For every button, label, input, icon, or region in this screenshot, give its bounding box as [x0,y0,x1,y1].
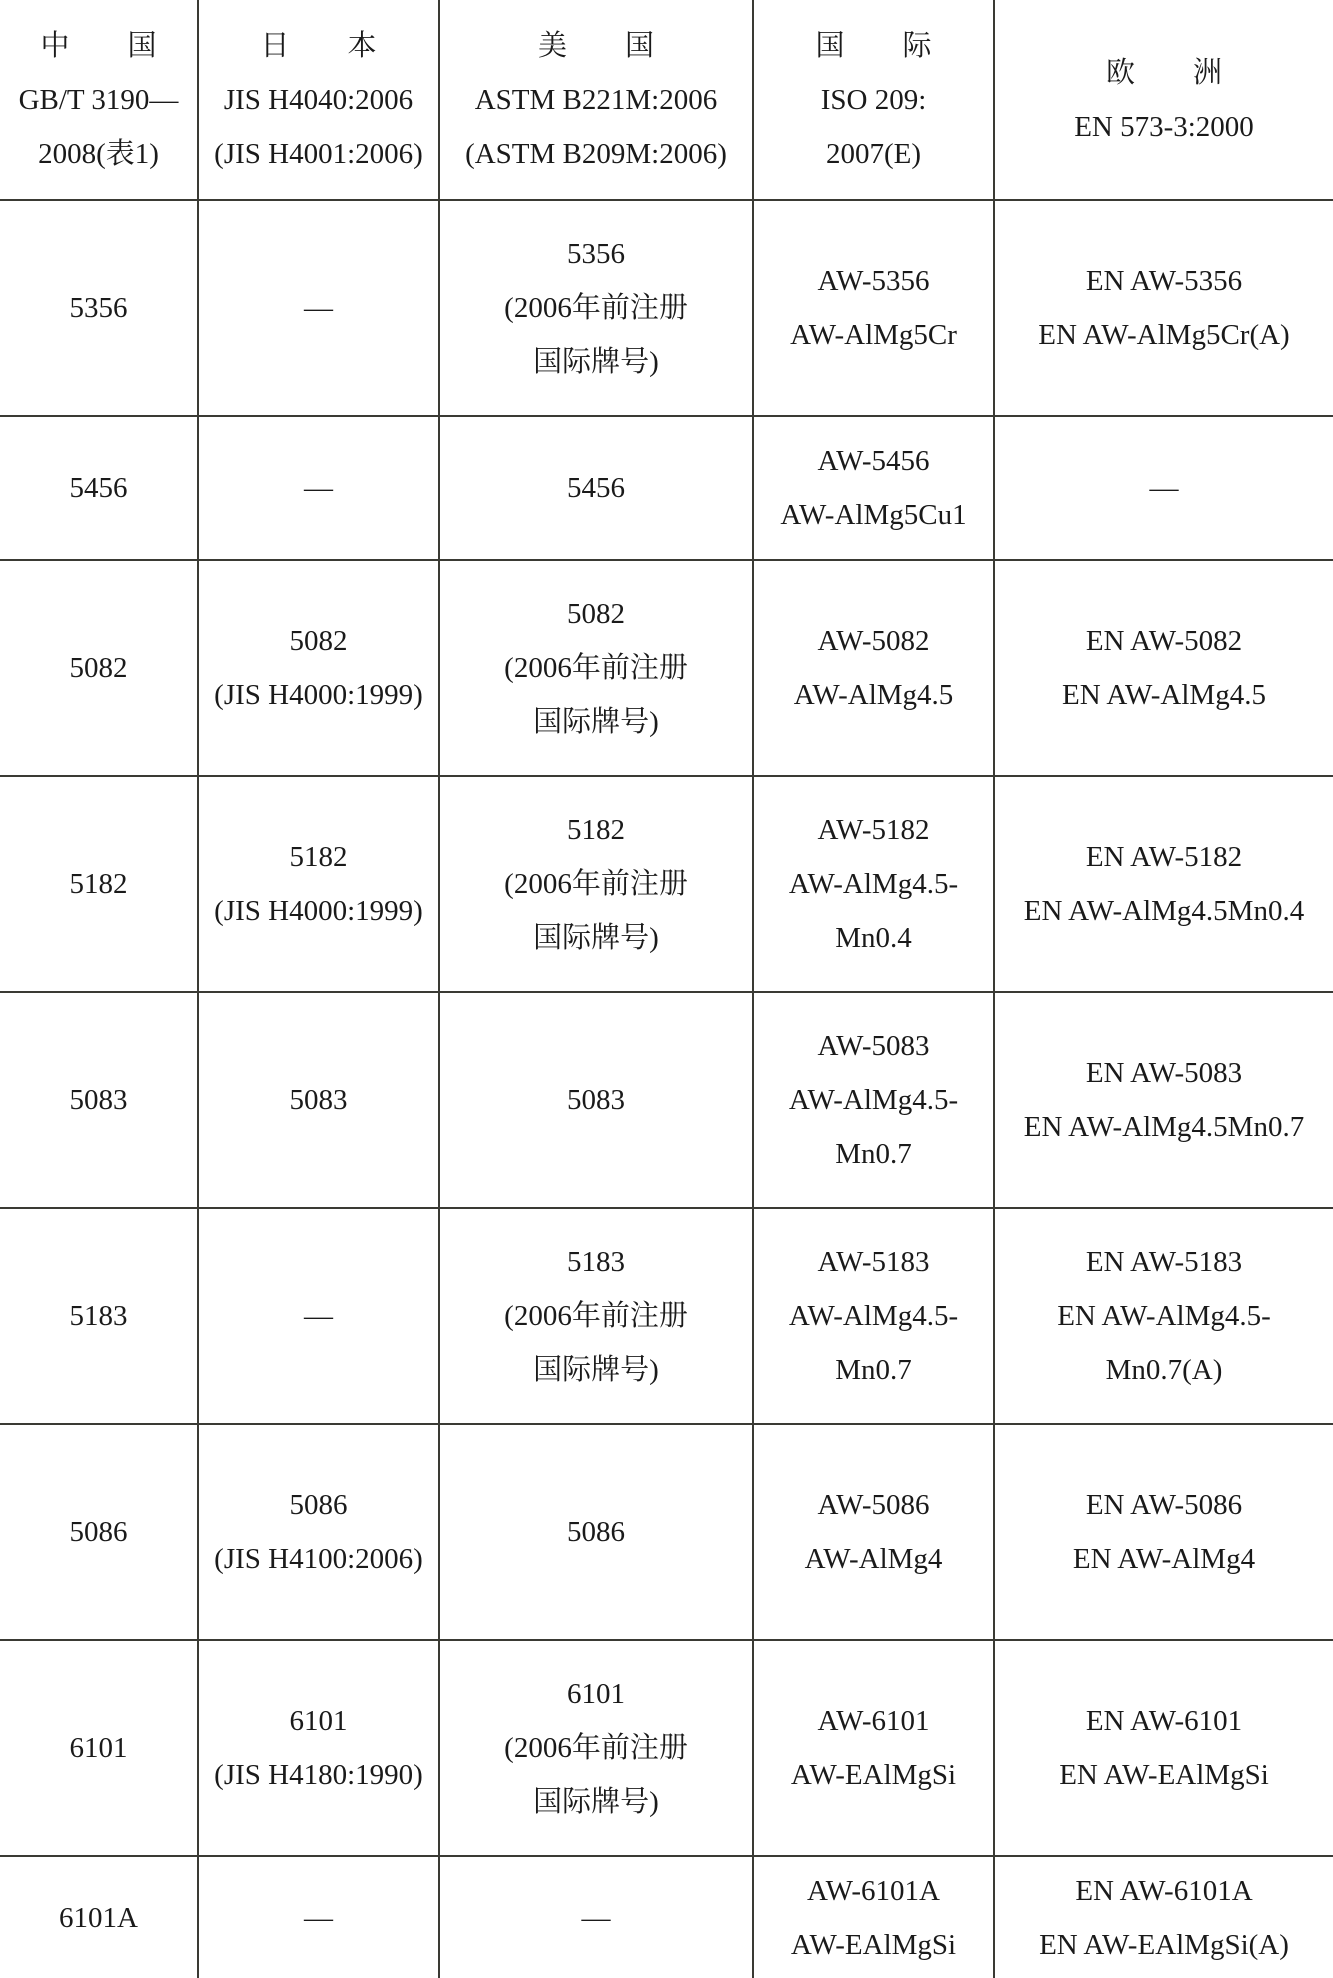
cell-line: AW-5082 [817,625,930,657]
cell-line: EN AW-AlMg4 [1072,1543,1256,1575]
cell-line: EN AW-AlMg4.5 [1062,679,1266,711]
table-row [0,992,1333,1208]
cell-line: 5456 [69,472,128,504]
table-row [0,560,1333,776]
header-line: 2008(表1) [38,137,159,170]
cell-line: (JIS H4100:2006) [214,1543,423,1575]
table-row [0,200,1333,416]
cell-line: — [1149,472,1179,504]
europe-grade-cell [994,416,1333,560]
iso-grade-cell [753,1424,994,1640]
cell-line: (JIS H4000:1999) [214,679,423,711]
cell-line: 5082 [289,625,348,657]
japan-grade-cell [198,200,439,416]
cell-line: (2006年前注册 [504,868,688,900]
header-cell-europe [994,0,1333,200]
japan-grade-cell [198,1856,439,1978]
iso-grade-cell [753,200,994,416]
cell-line: — [304,1300,333,1332]
usa-grade-cell [439,1208,753,1424]
header-cell-japan [198,0,439,200]
cell-line: EN AW-6101 [1085,1705,1243,1737]
cell-line: 5356 [567,238,625,270]
header-line: 美 国 [537,29,654,62]
japan-grade-cell [198,1208,439,1424]
cell-line: (JIS H4000:1999) [214,895,423,927]
table-row [0,1424,1333,1640]
cell-line: EN AW-5086 [1085,1489,1243,1521]
header-line: EN 573-3:2000 [1074,110,1254,143]
cell-line: EN AW-AlMg5Cr(A) [1038,319,1290,351]
cell-line: AW-AlMg4 [804,1543,943,1575]
cell-line: 5456 [567,472,625,504]
cell-line: 国际牌号) [533,922,659,954]
cell-line: EN AW-AlMg4.5- [1057,1300,1271,1332]
cell-line: 5083 [567,1084,625,1116]
europe-grade-cell [994,1424,1333,1640]
cell-line: 国际牌号) [533,1786,659,1818]
usa-grade-cell [439,1640,753,1856]
cell-line: (2006年前注册 [504,1300,688,1332]
cell-line: 5356 [69,292,128,324]
cell-line: — [304,1901,333,1934]
cell-line: 5182 [289,841,348,873]
cell-line: (JIS H4180:1990) [214,1759,423,1791]
cell-line: 5182 [567,814,625,846]
usa-grade-cell [439,1424,753,1640]
cell-line: AW-AlMg4.5 [793,679,954,711]
cell-line: 5083 [289,1084,348,1116]
header-line: (ASTM B209M:2006) [465,137,727,170]
cell-line: EN AW-5183 [1085,1246,1243,1278]
cell-line: 6101 [289,1705,348,1737]
cell-line: EN AW-6101A [1075,1874,1253,1907]
cell-line: EN AW-5182 [1085,841,1243,873]
europe-grade-cell [994,1640,1333,1856]
japan-grade-cell [198,1424,439,1640]
china-grade-cell [0,1640,198,1856]
china-grade-cell [0,1208,198,1424]
iso-grade-cell [753,1640,994,1856]
cell-line: AW-5182 [817,814,930,846]
china-grade-cell [0,992,198,1208]
cell-line: EN AW-AlMg4.5Mn0.4 [1023,895,1305,927]
table-row [0,1208,1333,1424]
iso-grade-cell [753,1856,994,1978]
cell-line: 6101 [567,1678,625,1710]
cell-line: 5082 [69,652,128,684]
cell-line: AW-AlMg5Cr [790,319,957,351]
cell-line: AW-5356 [817,265,930,297]
iso-grade-cell [753,1208,994,1424]
cell-line: EN AW-5083 [1085,1057,1243,1089]
header-line: ASTM B221M:2006 [474,83,718,116]
cell-line: Mn0.7 [835,1354,912,1386]
header-line: JIS H4040:2006 [223,83,414,116]
cell-line: Mn0.4 [835,922,912,954]
cell-line: 5086 [69,1516,128,1548]
cell-line: (2006年前注册 [504,652,688,684]
cell-line: 5183 [69,1300,128,1332]
cell-line: (2006年前注册 [504,292,688,324]
header-line: 中 国 [40,29,157,62]
europe-grade-cell [994,992,1333,1208]
cell-line: 国际牌号) [533,706,659,738]
cell-line: AW-5183 [817,1246,930,1278]
cell-line: Mn0.7 [835,1138,912,1170]
cell-line: AW-6101 [817,1705,930,1737]
europe-grade-cell [994,200,1333,416]
cell-line: 6101A [59,1901,138,1934]
header-cell-usa [439,0,753,200]
europe-grade-cell [994,560,1333,776]
header-line: GB/T 3190— [18,83,179,116]
europe-grade-cell [994,1208,1333,1424]
cell-line: 6101 [69,1732,128,1764]
cell-line: 国际牌号) [533,346,659,378]
cell-line: — [304,292,333,324]
cell-line: — [304,472,333,504]
china-grade-cell [0,560,198,776]
cell-line: EN AW-5356 [1085,265,1243,297]
cell-line: AW-5083 [817,1030,930,1062]
header-line: ISO 209: [820,83,927,116]
cell-line: AW-AlMg4.5- [788,1300,959,1332]
cell-line: AW-AlMg5Cu1 [780,499,967,531]
china-grade-cell [0,776,198,992]
header-cell-china [0,0,198,200]
iso-grade-cell [753,416,994,560]
cell-line: — [581,1901,611,1934]
cell-line: 5182 [69,868,128,900]
cell-line: (2006年前注册 [504,1732,688,1764]
usa-grade-cell [439,776,753,992]
usa-grade-cell [439,1856,753,1978]
cell-line: AW-5456 [817,445,930,477]
europe-grade-cell [994,1856,1333,1978]
iso-grade-cell [753,776,994,992]
table-row [0,776,1333,992]
cell-line: AW-6101A [807,1874,940,1907]
cell-line: EN AW-EAlMgSi(A) [1039,1928,1289,1961]
header-cell-international [753,0,994,200]
usa-grade-cell [439,416,753,560]
cell-line: 国际牌号) [533,1354,659,1386]
header-line: (JIS H4001:2006) [214,137,423,170]
cell-line: AW-EAlMgSi [790,1928,957,1961]
china-grade-cell [0,200,198,416]
china-grade-cell [0,1424,198,1640]
iso-grade-cell [753,992,994,1208]
usa-grade-cell [439,200,753,416]
table-row [0,1856,1333,1978]
japan-grade-cell [198,992,439,1208]
cell-line: 5086 [567,1516,625,1548]
header-line: 国 际 [815,29,932,62]
japan-grade-cell [198,776,439,992]
europe-grade-cell [994,776,1333,992]
header-line: 欧 洲 [1105,56,1222,89]
header-line: 日 本 [260,29,377,62]
usa-grade-cell [439,560,753,776]
china-grade-cell [0,416,198,560]
table-row [0,1640,1333,1856]
cell-line: AW-EAlMgSi [790,1759,957,1791]
cell-line: AW-AlMg4.5- [788,1084,959,1116]
japan-grade-cell [198,1640,439,1856]
china-grade-cell [0,1856,198,1978]
cell-line: AW-AlMg4.5- [788,868,959,900]
cell-line: 5183 [567,1246,625,1278]
cell-line: Mn0.7(A) [1105,1354,1223,1386]
table-row [0,416,1333,560]
cell-line: EN AW-5082 [1085,625,1243,657]
usa-grade-cell [439,992,753,1208]
cell-line: 5083 [69,1084,128,1116]
cell-line: 5086 [289,1489,348,1521]
japan-grade-cell [198,560,439,776]
header-line: 2007(E) [825,137,922,170]
cell-line: EN AW-AlMg4.5Mn0.7 [1023,1111,1305,1143]
japan-grade-cell [198,416,439,560]
cell-line: AW-5086 [817,1489,930,1521]
cell-line: 5082 [567,598,625,630]
cell-line: EN AW-EAlMgSi [1059,1759,1269,1791]
header-row [0,0,1333,200]
iso-grade-cell [753,560,994,776]
